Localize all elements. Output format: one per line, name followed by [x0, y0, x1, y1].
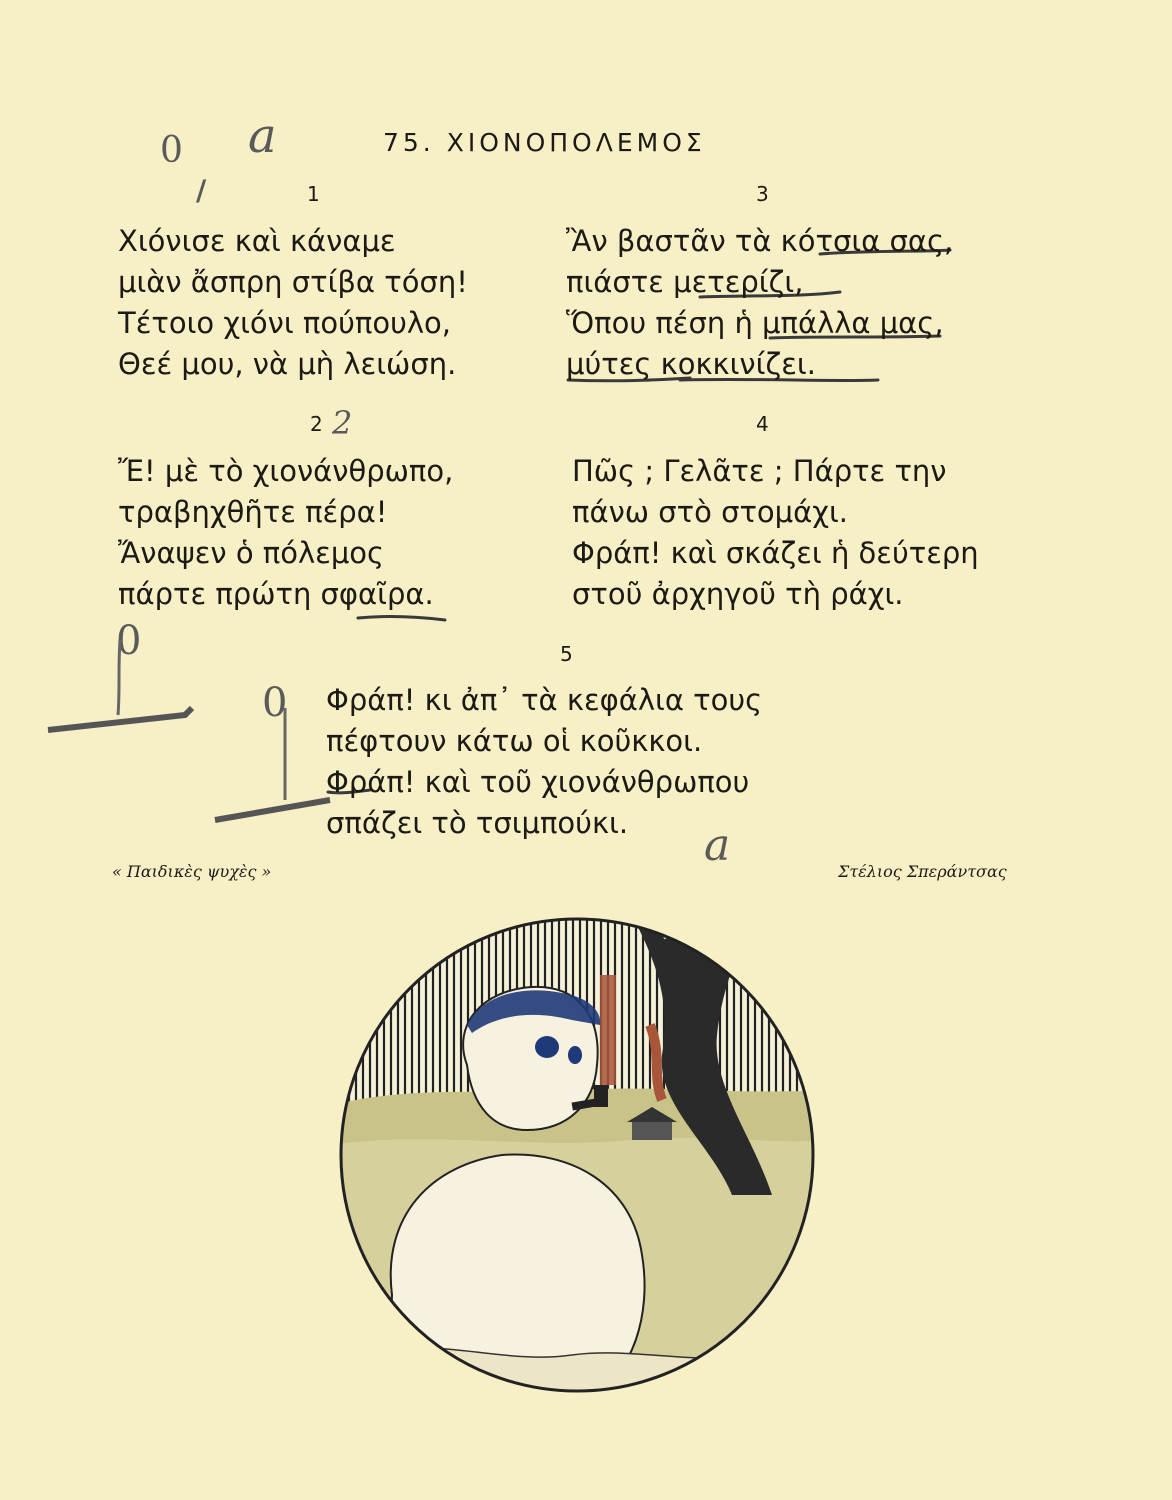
stanza-5-line-3: Φράπ! καὶ τοῦ χιονάνθρωπου	[326, 765, 750, 799]
stanza-3-number: 3	[756, 182, 769, 206]
stanza-1-number: 1	[307, 182, 320, 206]
stanza-4-number: 4	[756, 412, 769, 436]
handwritten-zero: 0	[160, 130, 183, 171]
snowman-illustration	[332, 915, 822, 1395]
poem-title: 75. ΧΙΟΝΟΠΟΛΕΜΟΣ	[383, 128, 706, 157]
stanza-5-line-1: Φράπ! κι ἀπ᾽ τὰ κεφάλια τους	[326, 683, 763, 717]
stanza-3	[566, 221, 953, 385]
stanza-3-line-3: Ὅπου πέση ἡ μπάλλα μας,	[566, 306, 944, 340]
stanza-4-line-2: πάνω στὸ στομάχι.	[572, 495, 849, 529]
stanza-3-line-1: Ἂν βαστᾶν τὰ κότσια σας,	[566, 224, 954, 258]
stanza-2-line-4: πάρτε πρώτη σφαῖρα.	[118, 577, 434, 611]
stanza-4	[572, 451, 979, 615]
stanza-1-line-2: μιὰν ἄσπρη στίβα τόση!	[118, 265, 468, 299]
stanza-4-line-1: Πῶς ; Γελᾶτε ; Πάρτε την	[572, 454, 947, 488]
stanza-1-line-1: Χιόνισε καὶ κάναμε	[118, 224, 396, 258]
stanza-5-number: 5	[560, 642, 573, 666]
stanza-2-number: 2	[310, 412, 323, 436]
handwritten-zero-left: 0	[116, 618, 142, 664]
stanza-5-line-4: σπάζει τὸ τσιμπούκι.	[326, 806, 629, 840]
stanza-3-line-2: πιάστε μετερίζι,	[566, 265, 804, 299]
source-citation: « Παιδικὲς ψυχὲς »	[112, 862, 272, 881]
stanza-4-line-4: στοῦ ἀρχηγοῦ τὴ ράχι.	[572, 577, 904, 611]
stanza-2-line-1: Ἔ! μὲ τὸ χιονάνθρωπο,	[118, 454, 454, 488]
stanza-2	[118, 451, 453, 615]
stanza-1-line-4: Θεέ μου, νὰ μὴ λειώση.	[118, 347, 457, 381]
handwritten-zero-mid: 0	[262, 680, 288, 726]
stanza-5-line-2: πέφτουν κάτω οἱ κοῦκκοι.	[326, 724, 703, 758]
author-name: Στέλιος Σπεράντσας	[838, 862, 1007, 881]
stanza-5	[326, 680, 762, 844]
handwritten-a-bottom: a	[704, 820, 731, 871]
handwritten-slash: /	[196, 174, 207, 207]
stanza-2-line-2: τραβηχθῆτε πέρα!	[118, 495, 388, 529]
stanza-1-line-3: Τέτοιο χιόνι πούπουλο,	[118, 306, 451, 340]
stanza-4-line-3: Φράπ! καὶ σκάζει ἡ δεύτερη	[572, 536, 979, 570]
stanza-1	[118, 221, 468, 385]
stanza-3-line-4: μύτες κοκκινίζει.	[566, 347, 816, 381]
handwritten-a: a	[248, 108, 277, 164]
stanza-2-line-3: Ἄναψεν ὁ πόλεμος	[118, 536, 385, 570]
handwritten-two: 2	[332, 404, 353, 442]
